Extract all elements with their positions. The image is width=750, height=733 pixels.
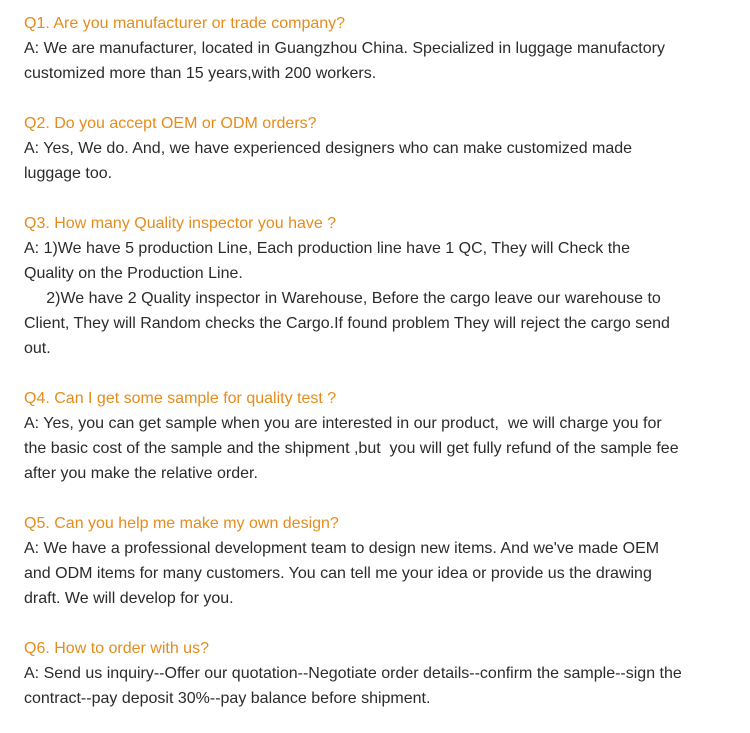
answer-line: luggage too.	[24, 165, 113, 182]
answer-line: A: Send us inquiry--Offer our quotation--Negotiate order details--confirm the sample--sign the	[24, 665, 682, 682]
faq-item-q1	[24, 11, 750, 86]
answer-line: Quality on the Production Line.	[24, 265, 243, 282]
answer-line: Client, They will Random checks the Cargo.If found problem They will reject the cargo send	[24, 315, 670, 332]
answer-line: A: 1)We have 5 production Line, Each production line have 1 QC, They will Check the	[24, 240, 630, 257]
answer-line: customized more than 15 years,with 200 workers.	[24, 65, 377, 82]
question-q3: Q3. How many Quality inspector you have ?	[24, 215, 337, 232]
answer-line: contract--pay deposit 30%--pay balance before shipment.	[24, 690, 431, 707]
faq-item-q2	[24, 111, 750, 186]
answer-line: A: We are manufacturer, located in Guangzhou China. Specialized in luggage manufactory	[24, 40, 665, 57]
question-q2: Q2. Do you accept OEM or ODM orders?	[24, 115, 317, 132]
faq-item-q5	[24, 511, 750, 611]
faq-item-q3	[24, 211, 750, 361]
answer-line: A: Yes, you can get sample when you are interested in our product, we will charge you for	[24, 415, 662, 432]
answer-line: 2)We have 2 Quality inspector in Warehouse, Before the cargo leave our warehouse to	[24, 290, 661, 307]
answer-line: the basic cost of the sample and the shipment ,but you will get fully refund of the sample fee	[24, 440, 679, 457]
answer-line: draft. We will develop for you.	[24, 590, 234, 607]
question-q4: Q4. Can I get some sample for quality test ?	[24, 390, 337, 407]
question-q5: Q5. Can you help me make my own design?	[24, 515, 339, 532]
answer-line: and ODM items for many customers. You can tell me your idea or provide us the drawing	[24, 565, 652, 582]
question-q1: Q1. Are you manufacturer or trade company?	[24, 15, 346, 32]
answer-line: A: Yes, We do. And, we have experienced designers who can make customized made	[24, 140, 633, 157]
answer-line: A: We have a professional development team to design new items. And we've made OEM	[24, 540, 660, 557]
answer-line: after you make the relative order.	[24, 465, 258, 482]
question-q6: Q6. How to order with us?	[24, 640, 209, 657]
answer-line: out.	[24, 340, 51, 357]
faq-item-q4	[24, 386, 750, 486]
faq-item-q6	[24, 636, 750, 711]
